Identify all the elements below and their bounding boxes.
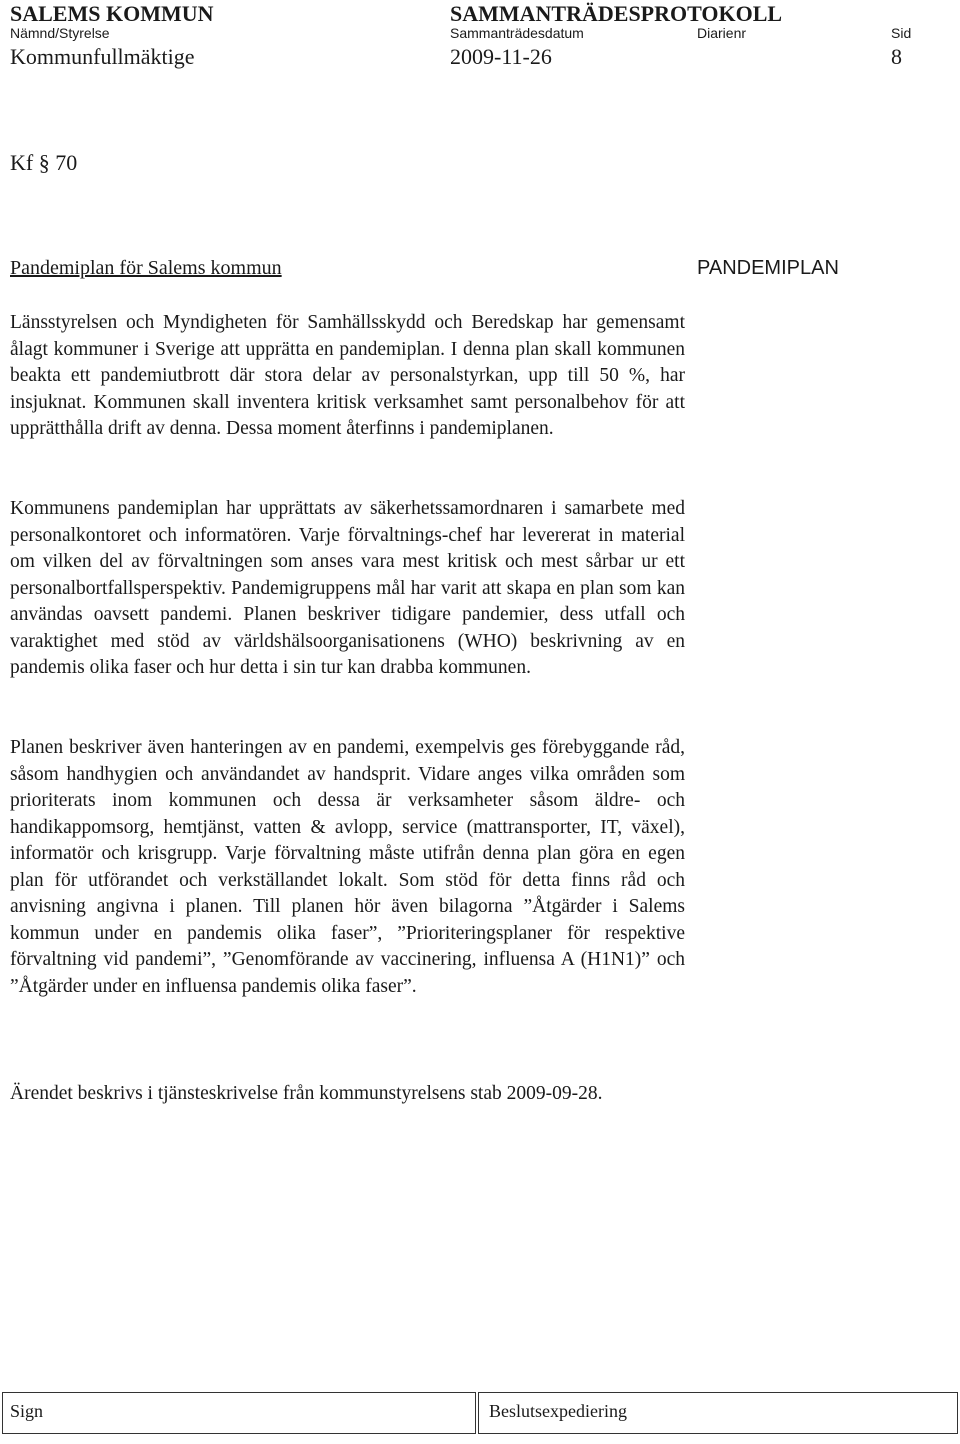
paragraph-1: Länsstyrelsen och Myndigheten för Samhällsskydd och Beredskap har gemensamt ålagt kommuner i Sverige att upprätta en pandemiplan. I denna plan skall kommunen beakta ett pandemiutbrott där stora delar av personalstyrkan, upp till 50 %, har insjuknat. Kommunen skall inventera kritisk verksamhet samt personalbehov för att upprätthålla drift av denna. Dessa moment återfinns i pandemiplanen.	[10, 312, 685, 439]
page-label: Sid	[891, 25, 912, 41]
board-label: Nämnd/Styrelse	[10, 25, 110, 41]
org-name: SALEMS KOMMUN	[10, 1, 214, 26]
sign-label: Sign	[10, 1401, 44, 1421]
paragraph-3: Planen beskriver även hanteringen av en pandemi, exempelvis ges förebyggande råd, såsom handhygien och användandet av handsprit. Vidare anges vilka områden som prioriterats inom kommunen och dessa är verksamheter såsom äldre- och handikappomsorg, hemtjänst, vatten & avlopp, service (mattransporter, IT, växel), informatör och krisgrupp. Varje förvaltning måste utifrån denna plan göra en egen plan för utförandet och verkställandet lokalt. Som stöd för detta finns råd och anvisning angivna i planen. Till planen hör även bilagorna ”Åtgärder i Salems kommun under en pandemis olika faser”, ”Prioriteringsplaner för respektive förvaltning vid pandemi”, ”Genomförande av vaccinering, influensa A (H1N1)” och ”Åtgärder under en influensa pandemis olika faser”.	[10, 737, 685, 997]
paragraph-2: Kommunens pandemiplan har upprättats av säkerhetssamordnaren i samarbete med personalkontoret och informatören. Varje förvaltnings-chef har levererat in material om vilken del av förvaltningen som anses vara mest kritisk och mest sårbar ur ett personalbortfallsperspektiv. Pandemigruppens mål har varit att skapa en plan som kan användas oavsett pandemi. Planen beskriver tidigare pandemier, dess utfall och varaktighet med stöd av världshälsoorganisationens (WHO) beskrivning av en pandemis olika faser och hur detta i sin tur kan drabba kommunen.	[10, 498, 685, 678]
section-keyword: PANDEMIPLAN	[697, 257, 839, 279]
dispatch-label: Beslutsexpediering	[489, 1401, 627, 1421]
section-number: Kf § 70	[10, 150, 78, 175]
sign-box	[2, 1392, 476, 1434]
page-number: 8	[891, 44, 902, 69]
document-type: SAMMANTRÄDESPROTOKOLL	[450, 1, 783, 26]
board-name: Kommunfullmäktige	[10, 44, 195, 69]
registry-label: Diarienr	[697, 25, 747, 41]
section-title: Pandemiplan för Salems kommun	[10, 257, 282, 279]
date-label: Sammanträdesdatum	[450, 25, 584, 41]
paragraph-4: Ärendet beskrivs i tjänsteskrivelse från kommunstyrelsens stab 2009-09-28.	[10, 1083, 603, 1104]
signature-footer	[0, 1387, 960, 1444]
meeting-date: 2009-11-26	[450, 44, 552, 69]
